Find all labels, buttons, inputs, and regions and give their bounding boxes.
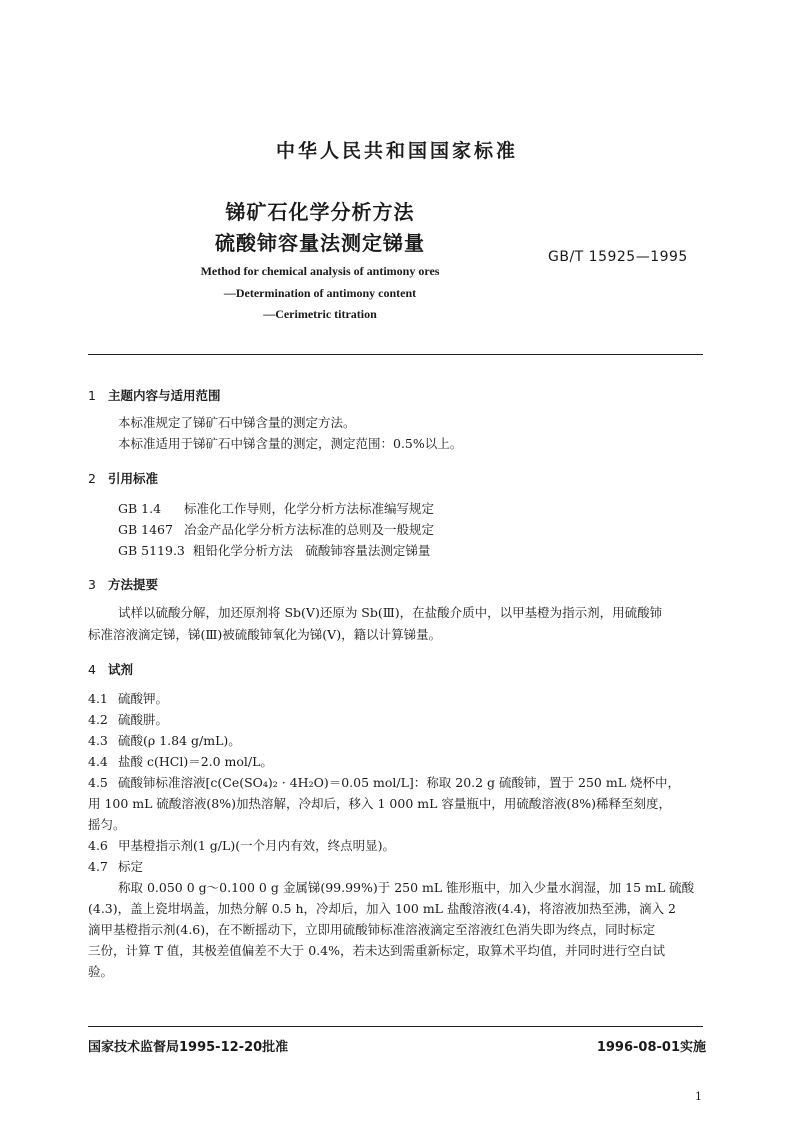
reagent-item — [88, 690, 168, 708]
item-text: 盐酸 c(HCl)＝2.0 mol/L。 — [118, 754, 273, 769]
footer-rule — [88, 1026, 703, 1027]
section-title: 试剂 — [108, 662, 134, 677]
item-number: 4.3 — [88, 733, 108, 748]
section-title: 主题内容与适用范围 — [108, 388, 221, 403]
reference-item — [118, 499, 434, 517]
item-number: 4.5 — [88, 775, 108, 790]
section-3-line-2: 标准溶液滴定锑，锑(Ⅲ)被硫酸铈氧化为锑(Ⅴ)，籍以计算锑量。 — [88, 627, 442, 642]
reagent-item-4-5-line-2: 用 100 mL 硫酸溶液(8%)加热溶解，冷却后，移入 1 000 mL 容量瓶中，用硫酸溶液(8%)稀释至刻度， — [88, 796, 671, 811]
section-title: 引用标准 — [108, 471, 159, 486]
calibration-line-5: 验。 — [88, 964, 114, 979]
title-en-line1: Method for chemical analysis of antimony ores — [200, 264, 440, 278]
item-number: 4.7 — [88, 859, 108, 874]
item-text: 甲基橙指示剂(1 g/L)(一个月内有效，终点明显)。 — [118, 838, 395, 853]
reagent-item — [88, 837, 395, 855]
reference-item — [118, 520, 434, 538]
title-en-line2: —Determination of antimony content — [223, 286, 417, 300]
section-title: 方法提要 — [108, 577, 159, 592]
section-1-heading — [88, 386, 221, 404]
reagent-item-4-5-line-3: 摇匀。 — [88, 817, 126, 832]
section-number: 3 — [88, 577, 96, 592]
item-text: 硫酸铈标准溶液[c(Ce(SO₄)₂ · 4H₂O)＝0.05 mol/L]：称取 20.2 g 硫酸铈，置于 250 mL 烧杯中， — [118, 775, 680, 790]
section-4-heading — [88, 660, 133, 678]
item-text: 硫酸(ρ 1.84 g/mL)。 — [118, 733, 241, 748]
title-zh-line1: 锑矿石化学分析方法 — [225, 200, 415, 224]
item-number: 4.2 — [88, 712, 108, 727]
section-number: 2 — [88, 471, 96, 486]
calibration-line-1: 称取 0.050 0 g～0.100 0 g 金属锑(99.99%)于 250 mL 锥形瓶中，加入少量水润湿，加 15 mL 硫酸 — [118, 880, 695, 895]
item-number: 4.4 — [88, 754, 108, 769]
item-text: 硫酸钾。 — [118, 691, 169, 706]
section-1-paragraph-2: 本标准适用于锑矿石中锑含量的测定，测定范围：0.5%以上。 — [118, 436, 463, 451]
item-text: 硫酸肼。 — [118, 712, 169, 727]
reagent-item-4-5-line-1 — [88, 774, 680, 792]
calibration-line-3: 滴甲基橙指示剂(4.6)，在不断摇动下，立即用硫酸铈标准溶液滴定至溶液红色消失即为终点，同时标定 — [88, 922, 656, 937]
standard-code: GB/T 15925—1995 — [548, 249, 688, 265]
calibration-line-2: (4.3)，盖上瓷坩埚盖，加热分解 0.5 h，冷却后，加入 100 mL 盐酸溶液(4.4)，将溶液加热至沸，滴入 2 — [88, 901, 677, 916]
section-1-paragraph-1: 本标准规定了锑矿石中锑含量的测定方法。 — [118, 415, 356, 430]
reference-item — [118, 541, 430, 559]
page-number: 1 — [695, 1090, 702, 1103]
approval-date: 国家技术监督局1995-12-20批准 — [88, 1040, 289, 1055]
reference-code: GB 5119.3 — [118, 543, 185, 558]
reagent-item — [88, 732, 241, 750]
section-number: 1 — [88, 388, 96, 403]
effective-date: 1996-08-01实施 — [596, 1040, 706, 1055]
reference-code: GB 1467 — [118, 522, 173, 537]
reference-title: 标准化工作导则，化学分析方法标准编写规定 — [183, 501, 434, 516]
title-zh-line2: 硫酸铈容量法测定锑量 — [215, 231, 425, 255]
header-rule — [88, 354, 703, 355]
reagent-item — [88, 858, 143, 876]
reference-title: 粗铅化学分析方法 硫酸铈容量法测定锑量 — [192, 543, 431, 558]
title-en-line3: —Cerimetric titration — [263, 307, 377, 321]
section-number: 4 — [88, 662, 96, 677]
calibration-line-4: 三份，计算 T 值，其极差值偏差不大于 0.4%，若未达到需重新标定，取算术平均值，并同时进行空白试 — [88, 943, 666, 958]
item-number: 4.1 — [88, 691, 108, 706]
reference-code: GB 1.4 — [118, 501, 162, 516]
section-3-line-1: 试样以硫酸分解，加还原剂将 Sb(Ⅴ)还原为 Sb(Ⅲ)，在盐酸介质中，以甲基橙为指示剂，用硫酸铈 — [118, 605, 663, 620]
reference-title: 冶金产品化学分析方法标准的总则及一般规定 — [183, 522, 434, 537]
section-2-heading — [88, 469, 158, 487]
reagent-item — [88, 753, 273, 771]
reagent-item — [88, 711, 168, 729]
item-number: 4.6 — [88, 838, 108, 853]
national-standard-heading: 中华人民共和国国家标准 — [275, 140, 518, 162]
section-3-heading — [88, 575, 158, 593]
item-text: 标定 — [118, 859, 144, 874]
